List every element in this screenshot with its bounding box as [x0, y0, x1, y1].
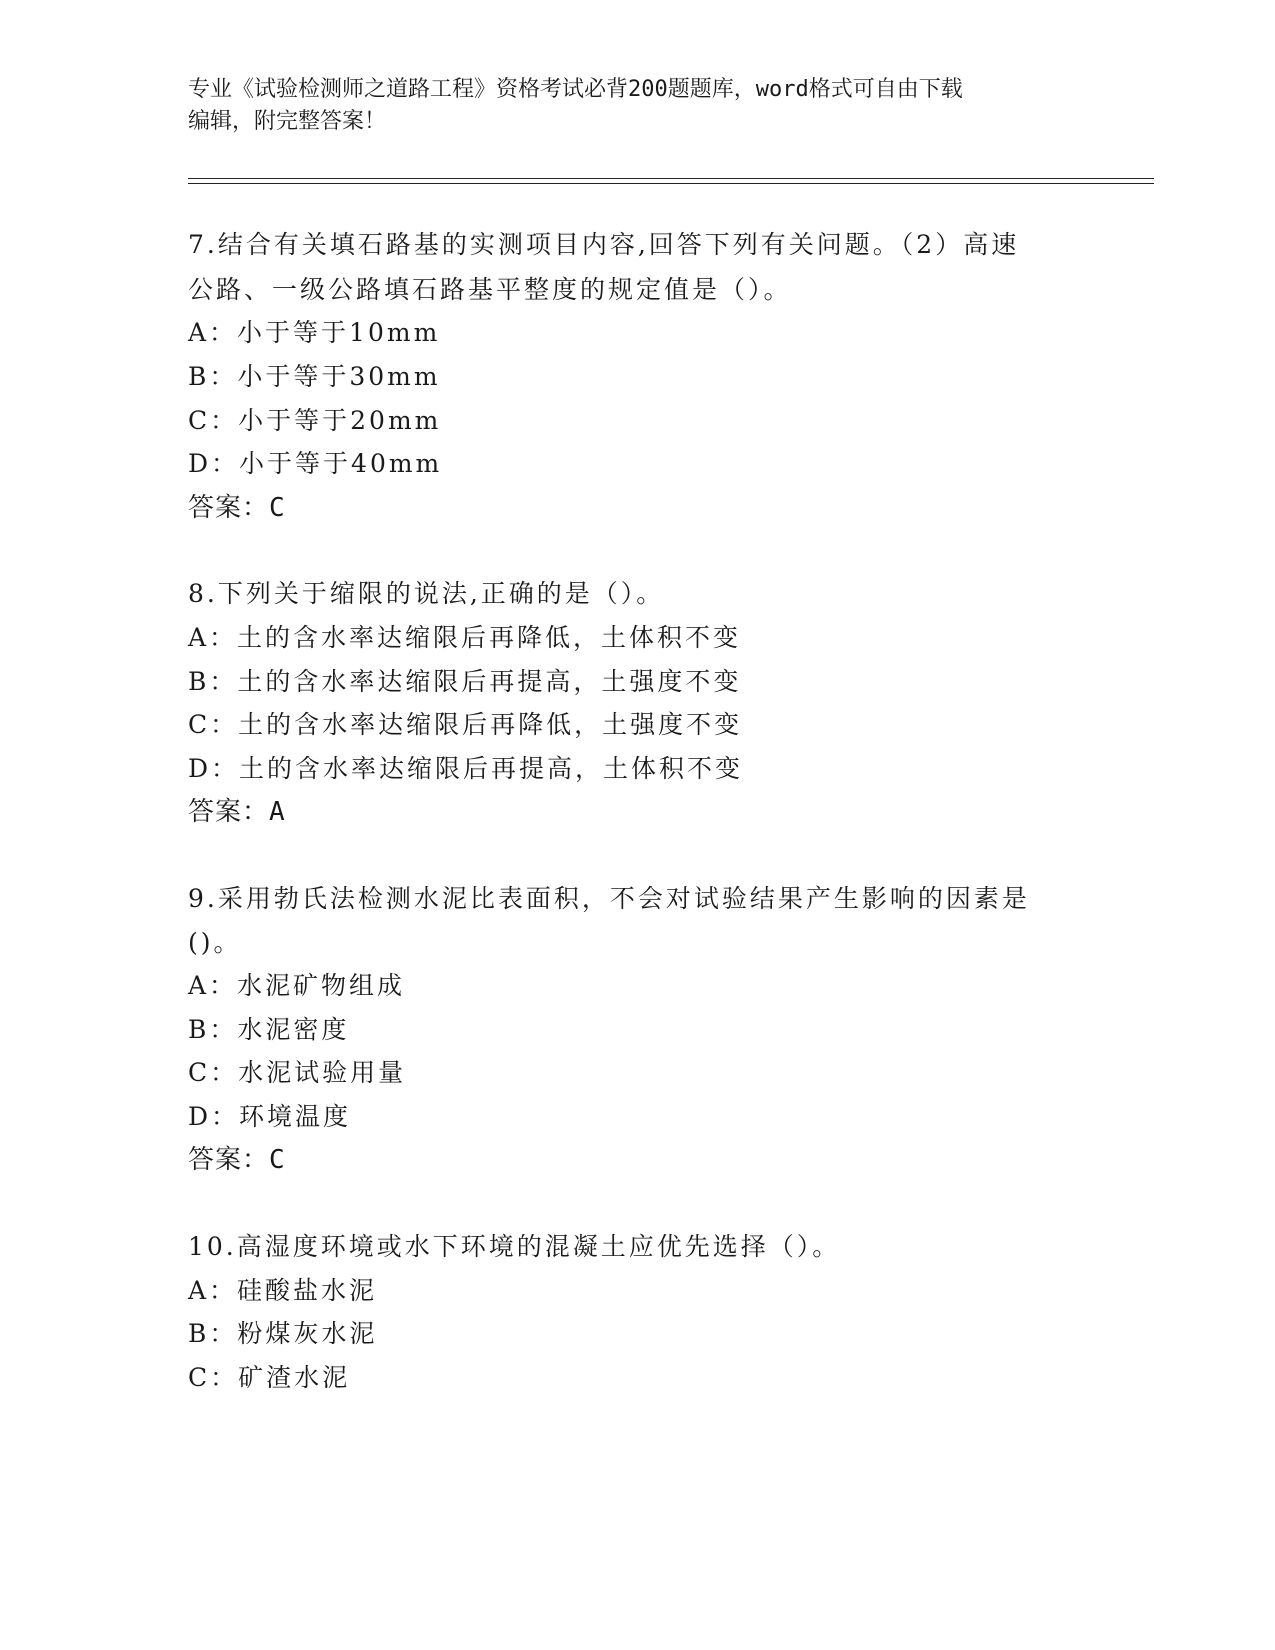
question-8-answer: 答案：A: [188, 797, 286, 827]
header-divider-bottom: [188, 183, 1154, 184]
document-title-line-1: 专业《试验检测师之道路工程》资格考试必背200题题库，word格式可自由下载: [188, 77, 963, 102]
question-10-option-a: A：硅酸盐水泥: [188, 1276, 378, 1305]
question-7-option-b: B：小于等于30mm: [188, 362, 441, 391]
question-9-answer: 答案：C: [188, 1145, 286, 1175]
question-10-option-b: B：粉煤灰水泥: [188, 1319, 378, 1348]
question-8-option-a: A：土的含水率达缩限后再降低，土体积不变: [188, 623, 742, 652]
question-7-option-a: A：小于等于10mm: [188, 318, 441, 347]
question-9-option-c: C：水泥试验用量: [188, 1058, 407, 1087]
question-7-answer: 答案：C: [188, 493, 286, 523]
question-7-stem-line-1: 7.结合有关填石路基的实测项目内容,回答下列有关问题。（2）高速: [188, 230, 1020, 259]
question-7-option-c: C：小于等于20mm: [188, 406, 442, 435]
question-10-stem-line-1: 10.高湿度环境或水下环境的混凝土应优先选择（）。: [188, 1232, 841, 1261]
document-title-line-2: 编辑，附完整答案！: [188, 109, 387, 134]
question-8-option-d: D：土的含水率达缩限后再提高，土体积不变: [188, 754, 744, 783]
question-8-option-c: C：土的含水率达缩限后再降低，土强度不变: [188, 710, 743, 739]
question-7-stem-line-2: 公路、一级公路填石路基平整度的规定值是（）。: [188, 275, 792, 304]
question-8-option-b: B：土的含水率达缩限后再提高，土强度不变: [188, 667, 742, 696]
question-7-option-d: D：小于等于40mm: [188, 449, 443, 478]
question-8-stem-line-1: 8.下列关于缩限的说法,正确的是（）。: [188, 579, 665, 608]
question-9-stem-line-1: 9.采用勃氏法检测水泥比表面积，不会对试验结果产生影响的因素是: [188, 884, 1030, 913]
question-9-option-b: B：水泥密度: [188, 1015, 350, 1044]
question-9-stem-line-2: ()。: [188, 928, 242, 957]
question-9-option-d: D：环境温度: [188, 1102, 352, 1131]
header-divider-top: [188, 178, 1154, 179]
question-9-option-a: A：水泥矿物组成: [188, 971, 406, 1000]
question-10-option-c: C：矿渣水泥: [188, 1363, 351, 1392]
